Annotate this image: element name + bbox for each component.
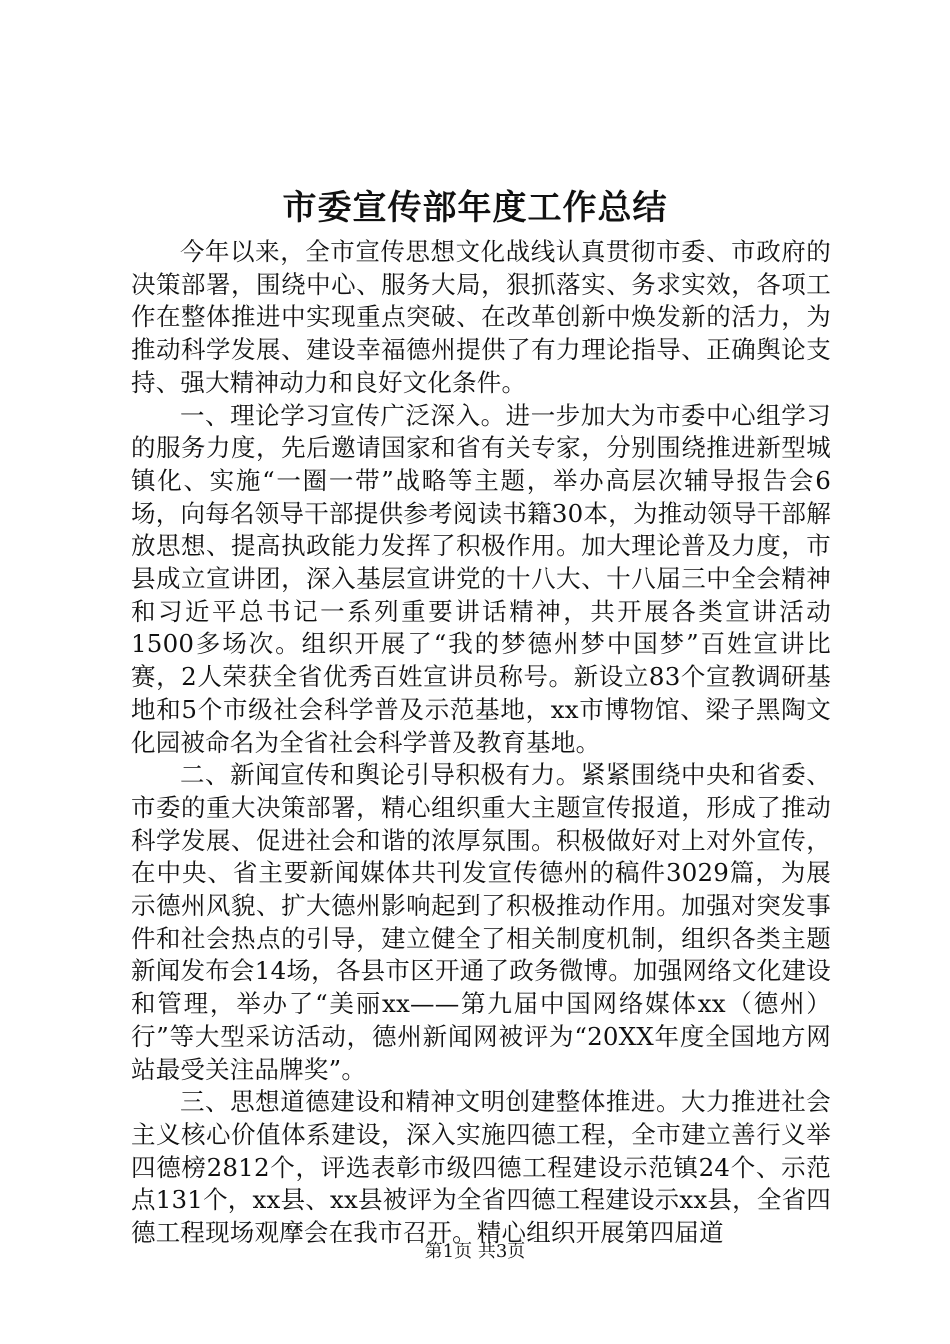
paragraph-moral-construction: 三、思想道德建设和精神文明创建整体推进。大力推进社会主义核心价值体系建设，深入实施四德工程，全市建立善行义举四德榜2812个，评选表彰市级四德工程建设示范镇24个、示范点131个，xx县、xx县被评为全省四德工程建设示xx县，全省四德工程现场观摩会在我市召开。精心组织开展第四届道	[131, 1087, 831, 1248]
document-body	[131, 236, 831, 1250]
paragraph-theory-study: 一、理论学习宣传广泛深入。进一步加大为市委中心组学习的服务力度，先后邀请国家和省有关专家，分别围绕推进新型城镇化、实施“一圈一带”战略等主题，举办高层次辅导报告会6场，向每名领导干部提供参考阅读书籍30本，为推动领导干部解放思想、提高执政能力发挥了积极作用。加大理论普及力度，市县成立宣讲团，深入基层宣讲党的十八大、十八届三中全会精神和习近平总书记一系列重要讲话精神，共开展各类宣讲活动1500多场次。组织开展了“我的梦德州梦中国梦”百姓宣讲比赛，2人荣获全省优秀百姓宣讲员称号。新设立83个宣教调研基地和5个市级社会科学普及示范基地，xx市博物馆、梁子黑陶文化园被命名为全省社会科学普及教育基地。	[131, 400, 831, 757]
paragraph-intro: 今年以来，全市宣传思想文化战线认真贯彻市委、市政府的决策部署，围绕中心、服务大局，狠抓落实、务求实效，各项工作在整体推进中实现重点突破、在改革创新中焕发新的活力，为推动科学发展、建设幸福德州提供了有力理论指导、正确舆论支持、强大精神动力和良好文化条件。	[131, 237, 831, 397]
page-number-footer: 第1页 共3页	[424, 1241, 526, 1262]
paragraph-news-publicity: 二、新闻宣传和舆论引导积极有力。紧紧围绕中央和省委、市委的重大决策部署，精心组织重大主题宣传报道，形成了推动科学发展、促进社会和谐的浓厚氛围。积极做好对上对外宣传，在中央、省主要新闻媒体共刊发宣传德州的稿件3029篇，为展示德州风貌、扩大德州影响起到了积极推动作用。加强对突发事件和社会热点的引导，建立健全了相关制度机制，组织各类主题新闻发布会14场，各县市区开通了政务微博。加强网络文化建设和管理，举办了“美丽xx——第九届中国网络媒体xx（德州）行”等大型采访活动，德州新闻网被评为“20XX年度全国地方网站最受关注品牌奖”。	[131, 760, 831, 1084]
document-title: 市委宣传部年度工作总结	[282, 188, 668, 228]
